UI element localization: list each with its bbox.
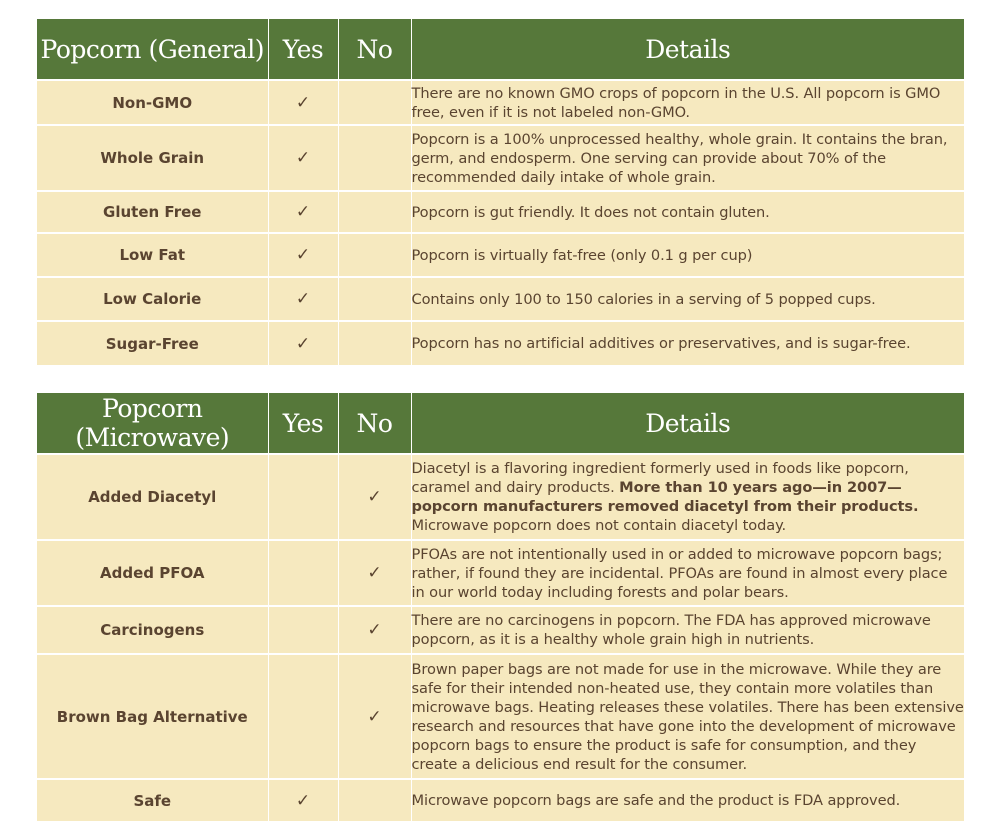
yes-check-icon: ✓	[268, 80, 338, 125]
yes-check-icon: ✓	[268, 779, 338, 821]
table-row	[37, 233, 964, 277]
header-details: Details	[411, 393, 964, 454]
microwave-popcorn-table	[37, 393, 964, 821]
table-row	[37, 321, 964, 365]
row-details: There are no known GMO crops of popcorn in the U.S. All popcorn is GMO free, even if it is not labeled non-GMO.	[411, 80, 964, 125]
row-details: Popcorn has no artificial additives or preservatives, and is sugar-free.	[411, 321, 964, 365]
header-details: Details	[411, 19, 964, 80]
row-label: Added Diacetyl	[37, 454, 268, 540]
row-label: Sugar-Free	[37, 321, 268, 365]
yes-check-icon: ✓	[268, 125, 338, 191]
row-label: Added PFOA	[37, 540, 268, 606]
table-row	[37, 779, 964, 821]
row-details	[411, 454, 964, 540]
row-label: Non-GMO	[37, 80, 268, 125]
row-label: Low Fat	[37, 233, 268, 277]
row-label: Carcinogens	[37, 606, 268, 654]
yes-check-icon: ✓	[268, 277, 338, 321]
row-details: Popcorn is virtually fat-free (only 0.1 g per cup)	[411, 233, 964, 277]
header-no: No	[338, 19, 411, 80]
table-row	[37, 277, 964, 321]
header-item: Popcorn (General)	[37, 19, 268, 80]
row-label: Gluten Free	[37, 191, 268, 233]
yes-check-cell	[268, 454, 338, 540]
yes-check-cell	[268, 654, 338, 779]
details-bold-text: More than 10 years ago—in 2007—popcorn manufacturers removed diacetyl from their products.	[411, 479, 919, 515]
row-details: There are no carcinogens in popcorn. The FDA has approved microwave popcorn, as it is a healthy whole grain high in nutrients.	[411, 606, 964, 654]
no-check-cell	[338, 191, 411, 233]
table-row	[37, 654, 964, 779]
row-details: PFOAs are not intentionally used in or added to microwave popcorn bags; rather, if found they are incidental. PFOAs are found in almost every place in our world today including forests and polar bears.	[411, 540, 964, 606]
row-details: Brown paper bags are not made for use in the microwave. While they are safe for their intended non-heated use, they contain more volatiles than microwave bags. Heating releases these volatiles. There has been extensive research and resources that have gone into the development of microwave popcorn bags to ensure the product is safe for consumption, and they create a delicious end result for the consumer.	[411, 654, 964, 779]
table-row	[37, 540, 964, 606]
table-header-row	[37, 19, 964, 80]
header-yes: Yes	[268, 393, 338, 454]
header-no: No	[338, 393, 411, 454]
no-check-icon: ✓	[338, 454, 411, 540]
table-row	[37, 606, 964, 654]
no-check-cell	[338, 80, 411, 125]
no-check-cell	[338, 321, 411, 365]
details-text: Diacetyl is a flavoring ingredient formerly used in foods like popcorn, caramel and dairy products.	[411, 460, 909, 496]
header-item: Popcorn (Microwave)	[37, 393, 268, 454]
details-text: Microwave popcorn does not contain diacetyl today.	[411, 517, 787, 534]
no-check-cell	[338, 233, 411, 277]
row-label: Low Calorie	[37, 277, 268, 321]
row-details: Popcorn is gut friendly. It does not contain gluten.	[411, 191, 964, 233]
general-popcorn-table	[37, 19, 964, 365]
table-row	[37, 454, 964, 540]
table-row	[37, 191, 964, 233]
yes-check-cell	[268, 606, 338, 654]
header-yes: Yes	[268, 19, 338, 80]
yes-check-icon: ✓	[268, 233, 338, 277]
table-header-row	[37, 393, 964, 454]
row-details: Microwave popcorn bags are safe and the product is FDA approved.	[411, 779, 964, 821]
table-row	[37, 125, 964, 191]
row-label: Brown Bag Alternative	[37, 654, 268, 779]
yes-check-icon: ✓	[268, 321, 338, 365]
row-label: Whole Grain	[37, 125, 268, 191]
row-details: Popcorn is a 100% unprocessed healthy, whole grain. It contains the bran, germ, and endosperm. One serving can provide about 70% of the recommended daily intake of whole grain.	[411, 125, 964, 191]
table-row	[37, 80, 964, 125]
yes-check-cell	[268, 540, 338, 606]
row-label: Safe	[37, 779, 268, 821]
no-check-icon: ✓	[338, 606, 411, 654]
no-check-icon: ✓	[338, 540, 411, 606]
no-check-cell	[338, 779, 411, 821]
row-details: Contains only 100 to 150 calories in a serving of 5 popped cups.	[411, 277, 964, 321]
no-check-icon: ✓	[338, 654, 411, 779]
yes-check-icon: ✓	[268, 191, 338, 233]
no-check-cell	[338, 277, 411, 321]
no-check-cell	[338, 125, 411, 191]
